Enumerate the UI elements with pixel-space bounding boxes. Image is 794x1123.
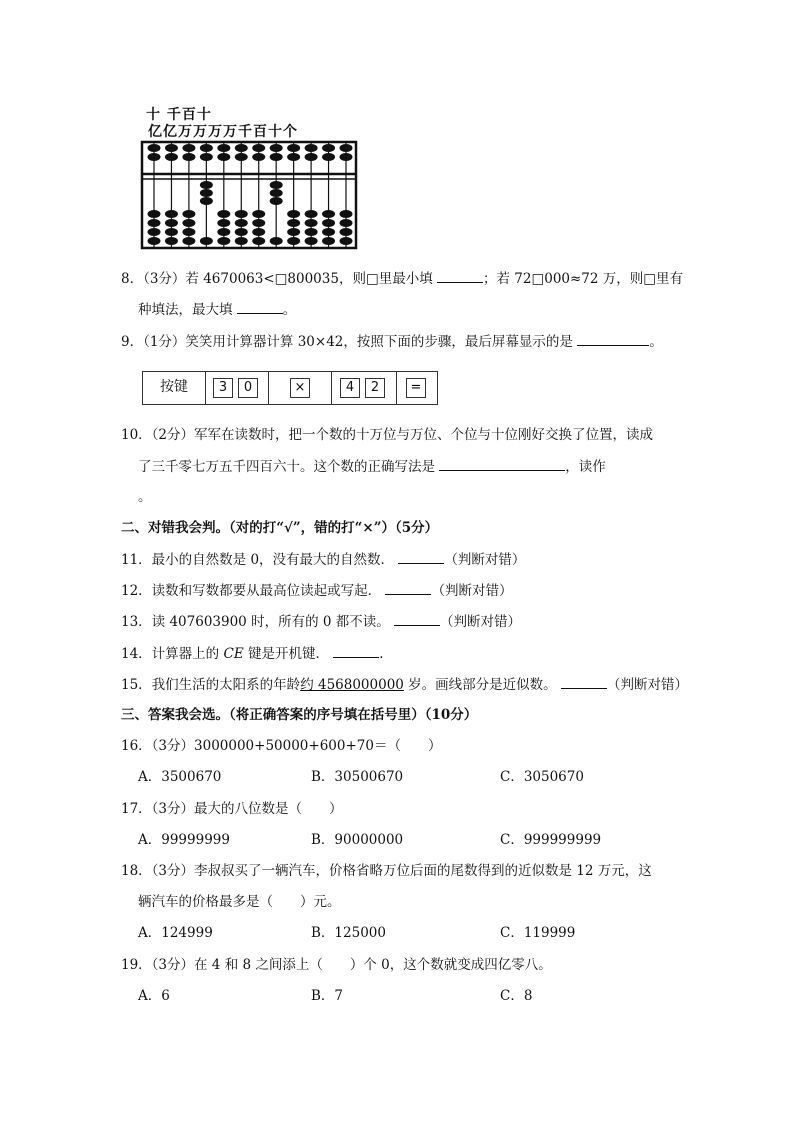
abacus-drawing (140, 140, 362, 252)
abacus-lower-bead (182, 228, 195, 236)
q14-ce-key: CE (223, 646, 244, 662)
q17-option-c[interactable]: C．999999999 (500, 832, 602, 848)
q18-option-c[interactable]: C．119999 (500, 925, 576, 941)
question-15 (121, 674, 688, 695)
q15-text-a: 15．我们生活的太阳系的年龄 (121, 677, 301, 693)
abacus-lower-bead (165, 210, 178, 218)
question-18-line1: 18．（3分）李叔叔买了一辆汽车，价格省略万位后面的尾数得到的近似数是 12 万元，这 (121, 863, 652, 879)
abacus-lower-bead (322, 228, 335, 236)
question-10-line2 (138, 456, 606, 477)
abacus-moved-bead (270, 197, 283, 205)
q8-blank-1[interactable] (437, 268, 483, 283)
key-group-30 (205, 372, 268, 404)
abacus-lower-bead (235, 237, 248, 245)
abacus-lower-bead (165, 228, 178, 236)
abacus-upper-bead (270, 144, 283, 152)
abacus-bottom-labels: 亿亿万万万万千百十个 (148, 124, 298, 140)
abacus-lower-bead (340, 219, 353, 227)
q16-option-b[interactable]: B．30500670 (311, 769, 404, 785)
abacus-upper-bead (182, 144, 195, 152)
abacus-upper-bead (235, 153, 248, 161)
q9-text: 9．（1分）笑笑用计算器计算 30×42，按照下面的步骤，最后屏幕显示的是 (121, 334, 578, 350)
abacus-lower-bead (148, 210, 161, 218)
question-8-line1 (121, 268, 683, 289)
q16-option-c[interactable]: C．3050670 (500, 769, 584, 785)
q14-text-a: 14．计算器上的 (121, 646, 224, 662)
q14-end: . (379, 646, 384, 662)
question-10-line3: 。 (138, 489, 152, 505)
abacus-upper-bead (235, 144, 248, 152)
q15-underlined: 约 4568000000 (300, 677, 404, 693)
abacus-lower-bead (200, 237, 213, 245)
abacus-lower-bead (287, 228, 300, 236)
q14-text-b: 键是开机键． (243, 646, 334, 662)
q19-option-b[interactable]: B．7 (311, 988, 344, 1004)
question-13 (121, 611, 521, 632)
q12-hint: （判断对错） (431, 583, 513, 599)
q11-blank[interactable] (398, 549, 444, 564)
abacus-lower-bead (287, 210, 300, 218)
q15-hint: （判断对错） (606, 677, 688, 693)
abacus-lower-bead (235, 219, 248, 227)
calculator-key-sequence (142, 371, 438, 405)
abacus-lower-bead (340, 210, 353, 218)
abacus-upper-bead (305, 144, 318, 152)
abacus-lower-bead (322, 219, 335, 227)
abacus-upper-bead (148, 153, 161, 161)
key-group-equals (396, 372, 436, 404)
abacus-lower-bead (252, 237, 265, 245)
question-10-line1: 10．（2分）军军在读数时，把一个数的十万位与万位、个位与十位刚好交换了位置，读成 (121, 427, 654, 443)
abacus-upper-bead (340, 144, 353, 152)
abacus-moved-bead (270, 189, 283, 197)
q12-blank[interactable] (385, 580, 431, 595)
key-group-42 (331, 372, 396, 404)
q8-text-d: 。 (282, 302, 297, 318)
q10-text-b: ，读作 (565, 459, 606, 475)
q8-blank-2[interactable] (237, 299, 283, 314)
question-19: 19．（3分）在 4 和 8 之间添上（ ）个 0，这个数就变成四亿零八。 (121, 957, 552, 973)
abacus-lower-bead (235, 210, 248, 218)
abacus-lower-bead (148, 219, 161, 227)
q10-blank[interactable] (439, 456, 565, 471)
abacus-moved-bead (200, 189, 213, 197)
abacus-lower-bead (148, 237, 161, 245)
q15-text-b: 岁。画线部分是近似数。 (403, 677, 561, 693)
q18-option-b[interactable]: B．125000 (311, 925, 386, 941)
abacus-upper-bead (217, 144, 230, 152)
abacus-lower-bead (252, 210, 265, 218)
abacus-upper-bead (252, 153, 265, 161)
q18-option-a[interactable]: A．124999 (138, 925, 213, 941)
q12-text: 12．读数和写数都要从最高位读起或写起． (121, 583, 386, 599)
section-2-heading: 二、对错我会判。（对的打“√”，错的打“×”）（5分） (121, 520, 439, 536)
question-8-line2 (138, 299, 296, 320)
abacus-moved-bead (200, 197, 213, 205)
q14-blank[interactable] (333, 643, 379, 658)
section-3-heading: 三、答案我会选。（将正确答案的序号填在括号里）（10分） (121, 707, 478, 723)
q13-blank[interactable] (394, 611, 440, 626)
abacus-lower-bead (182, 210, 195, 218)
q13-text: 13．读 407603900 时，所有的 0 都不读。 (121, 614, 395, 630)
abacus-lower-bead (322, 210, 335, 218)
abacus-upper-bead (182, 153, 195, 161)
q19-option-c[interactable]: C．8 (500, 988, 533, 1004)
keys-label: 按键 (160, 379, 188, 395)
abacus-upper-bead (217, 153, 230, 161)
key-4: 4 (340, 378, 360, 398)
abacus-upper-bead (305, 153, 318, 161)
abacus-lower-bead (340, 228, 353, 236)
abacus-upper-bead (287, 153, 300, 161)
abacus-lower-bead (165, 219, 178, 227)
abacus-lower-bead (165, 237, 178, 245)
q8-text-c: 种填法，最大填 (138, 302, 237, 318)
abacus-upper-bead (200, 153, 213, 161)
q15-blank[interactable] (561, 674, 607, 689)
q16-option-a[interactable]: A．3500670 (138, 769, 222, 785)
abacus-lower-bead (148, 228, 161, 236)
key-0: 0 (238, 378, 258, 398)
abacus-lower-bead (287, 219, 300, 227)
key-3: 3 (213, 378, 233, 398)
q8-text-a: 8．（3分）若 4670063<□800035，则□里最小填 (121, 271, 437, 287)
abacus-upper-bead (270, 153, 283, 161)
abacus-upper-bead (165, 144, 178, 152)
abacus-lower-bead (270, 237, 283, 245)
abacus-lower-bead (217, 210, 230, 218)
abacus-figure (140, 104, 362, 252)
q11-hint: （判断对错） (444, 552, 526, 568)
abacus-upper-bead (340, 153, 353, 161)
q11-text: 11．最小的自然数是 0，没有最大的自然数． (121, 552, 399, 568)
key-equals: = (406, 378, 426, 398)
abacus-lower-bead (217, 237, 230, 245)
abacus-upper-bead (252, 144, 265, 152)
key-multiply: × (290, 378, 310, 398)
key-group-multiply (268, 372, 331, 404)
abacus-top-labels: 十 千百十 (146, 107, 212, 123)
key-2: 2 (365, 378, 385, 398)
question-11 (121, 549, 525, 570)
abacus-lower-bead (252, 219, 265, 227)
abacus-lower-bead (340, 237, 353, 245)
abacus-upper-bead (148, 144, 161, 152)
q13-hint: （判断对错） (440, 614, 522, 630)
abacus-lower-bead (305, 237, 318, 245)
abacus-lower-bead (235, 228, 248, 236)
question-9 (121, 331, 663, 352)
abacus-lower-bead (305, 219, 318, 227)
abacus-upper-bead (322, 144, 335, 152)
question-16: 16．（3分）3000000+50000+600+70＝（ ） (121, 738, 442, 754)
q17-option-a[interactable]: A．99999999 (138, 832, 230, 848)
q9-blank[interactable] (577, 331, 649, 346)
q8-text-b: ；若 72□000≈72 万，则□里有 (483, 271, 684, 287)
question-14 (121, 643, 384, 664)
question-12 (121, 580, 512, 601)
abacus-moved-bead (270, 181, 283, 189)
abacus-upper-bead (165, 153, 178, 161)
abacus-lower-bead (217, 228, 230, 236)
abacus-moved-bead (200, 181, 213, 189)
question-17: 17．（3分）最大的八位数是（ ） (121, 801, 343, 817)
abacus-lower-bead (322, 237, 335, 245)
q17-option-b[interactable]: B．90000000 (311, 832, 404, 848)
abacus-lower-bead (305, 210, 318, 218)
question-18-line2: 辆汽车的价格最多是（ ）元。 (138, 894, 341, 910)
abacus-lower-bead (252, 228, 265, 236)
abacus-upper-bead (322, 153, 335, 161)
abacus-lower-bead (182, 219, 195, 227)
abacus-lower-bead (305, 228, 318, 236)
q10-text-a: 了三千零七万五千四百六十。这个数的正确写法是 (138, 459, 440, 475)
abacus-lower-bead (287, 237, 300, 245)
abacus-upper-bead (200, 144, 213, 152)
q9-end: 。 (649, 334, 663, 350)
abacus-lower-bead (217, 219, 230, 227)
abacus-upper-bead (287, 144, 300, 152)
abacus-lower-bead (182, 237, 195, 245)
q19-option-a[interactable]: A．6 (138, 988, 170, 1004)
